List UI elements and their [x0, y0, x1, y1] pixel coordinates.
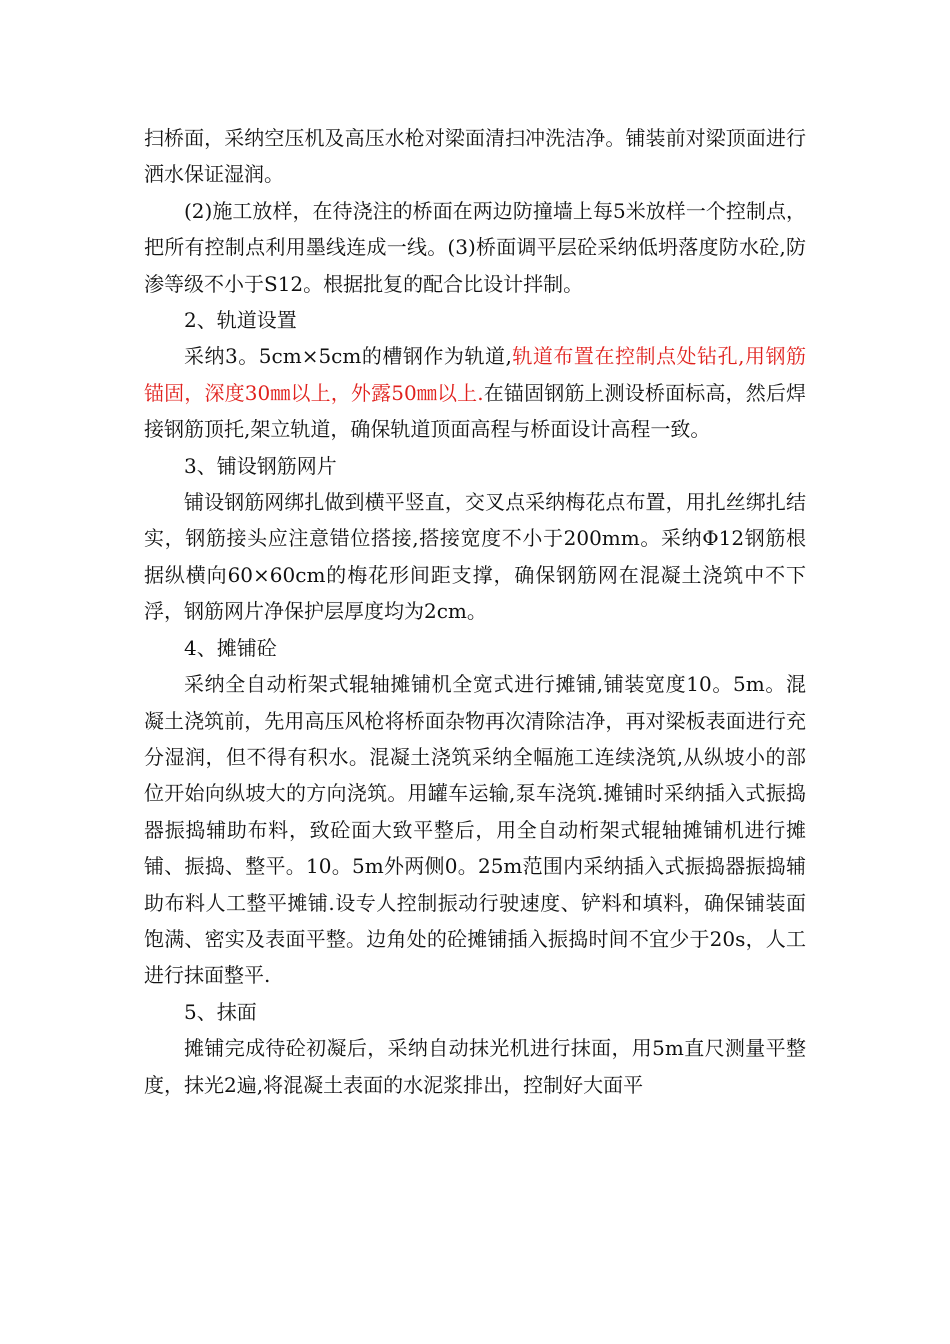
heading-rebar-mesh: 3、铺设钢筋网片	[184, 453, 337, 478]
document-page	[144, 120, 806, 1103]
paragraph-bridge-cleaning: 扫桥面，采纳空压机及高压水枪对梁面清扫冲洗洁净。铺装前对梁顶面进行洒水保证湿润。	[144, 126, 806, 187]
paragraph-concrete-paving: 采纳全自动桁架式辊轴摊铺机全宽式进行摊铺,铺装宽度10。5m。混凝土浇筑前，先用高压风枪将桥面杂物再次清除洁净，再对梁板表面进行充分湿润，但不得有积水。混凝土浇筑采纳全幅施工连续浇筑,从纵坡小的部位开始向纵坡大的方向浇筑。用罐车运输,泵车浇筑.摊铺时采纳插入式振捣器振捣辅助布料，致砼面大致平整后，用全自动桁架式辊轴摊铺机进行摊铺、振捣、整平。10。5m外两侧0。25m范围内采纳插入式振捣器振捣辅助布料人工整平摊铺.设专人控制振动行驶速度、铲料和填料，确保铺装面饱满、密实及表面平整。边角处的砼摊铺插入振捣时间不宜少于20s，人工进行抹面整平.	[144, 672, 806, 988]
paragraph-troweling: 摊铺完成待砼初凝后，采纳自动抹光机进行抹面，用5m直尺测量平整度，抹光2遍,将混凝土表面的水泥浆排出，控制好大面平	[144, 1036, 806, 1097]
heading-troweling: 5、抹面	[184, 999, 257, 1024]
heading-concrete-paving: 4、摊铺砼	[184, 635, 277, 660]
paragraph-track-setup	[144, 338, 806, 447]
heading-track-setup: 2、轨道设置	[184, 308, 297, 333]
paragraph-rebar-mesh: 铺设钢筋网绑扎做到横平竖直，交叉点采纳梅花点布置，用扎丝绑扎结实，钢筋接头应注意错位搭接,搭接宽度不小于200mm。采纳Φ12钢筋根据纵横向60×60cm的梅花形间距支撑，确保钢筋网在混凝土浇筑中不下浮，钢筋网片净保护层厚度均为2cm。	[144, 490, 806, 624]
track-text-highlight: 轨道布置在控制点处钻孔,用钢筋锚固，深度30㎜以上，外露50㎜以上.	[144, 344, 807, 405]
track-text-rest: 在锚固钢筋上测设桥面标高，然后焊接钢筋顶托,架立轨道，确保轨道顶面高程与桥面设计高程一致。	[144, 380, 806, 442]
paragraph-layout-setting: (2)施工放样，在待浇注的桥面在两边防撞墙上每5米放样一个控制点，把所有控制点利用墨线连成一线。(3)桥面调平层砼采纳低坍落度防水砼,防渗等级不小于S12。根据批复的配合比设计拌制。	[144, 198, 806, 296]
track-text-intro: 采纳3。5cm×5cm的槽钢作为轨道,	[184, 344, 512, 369]
